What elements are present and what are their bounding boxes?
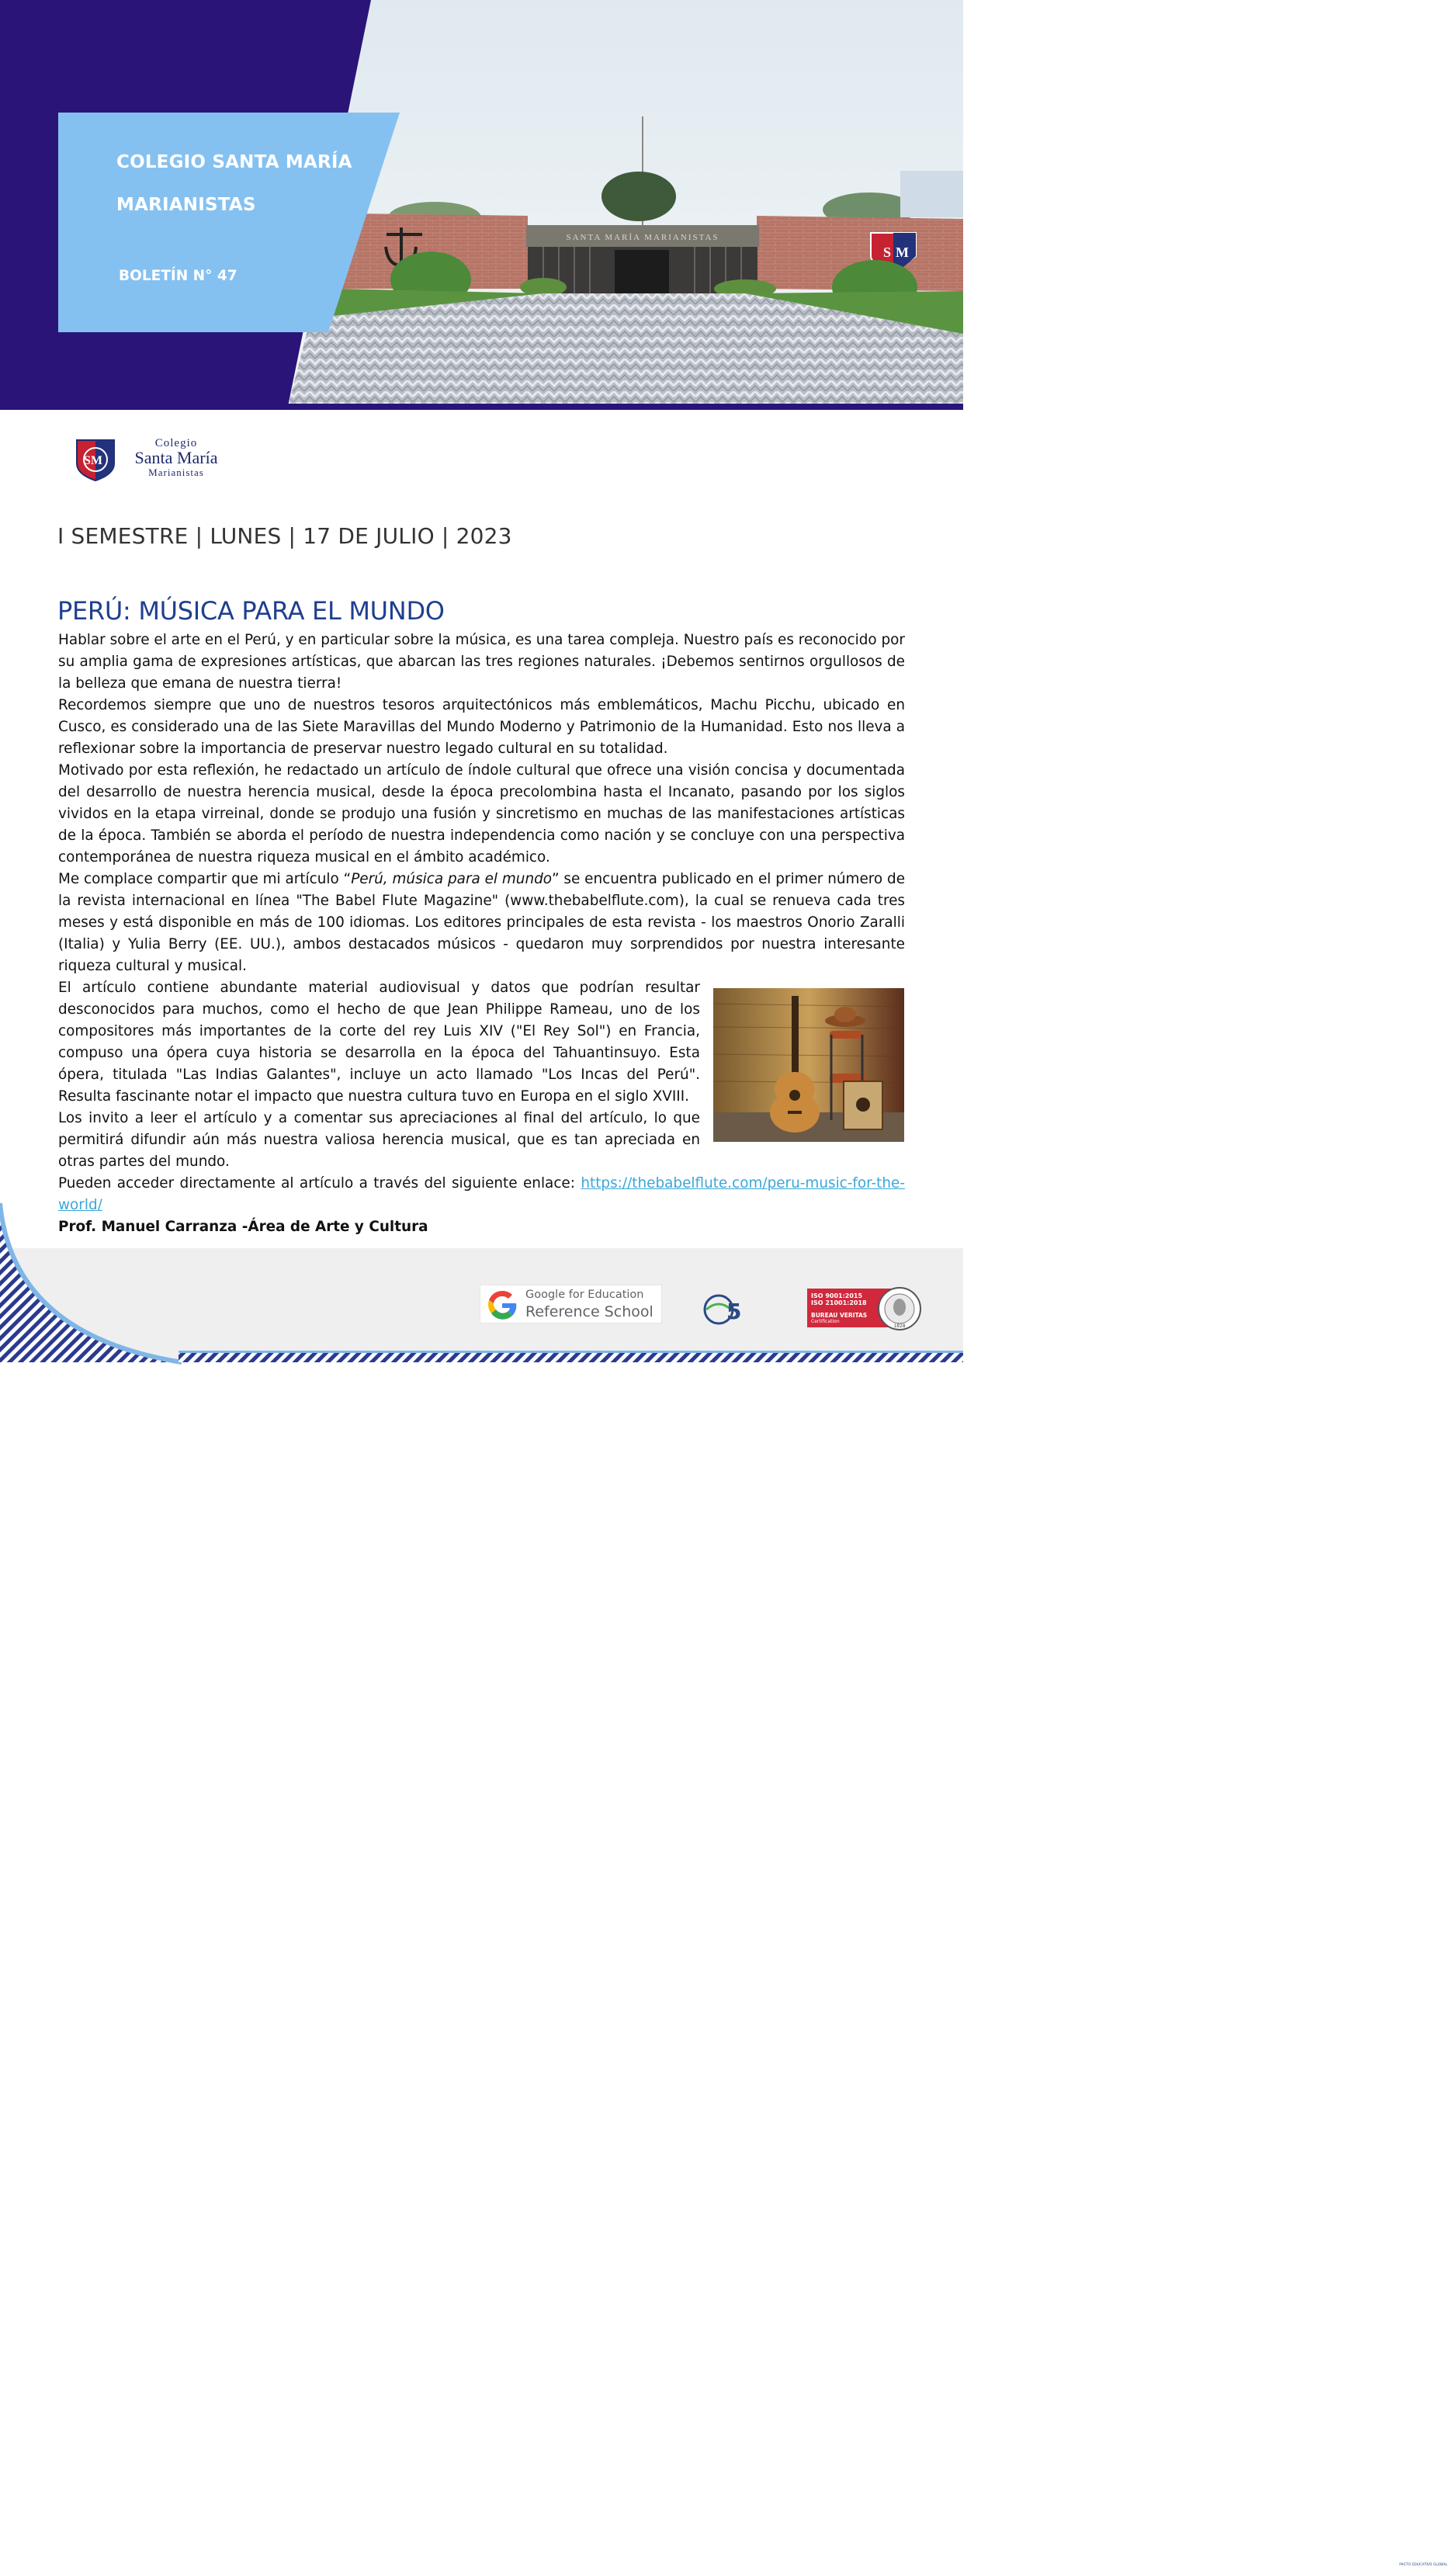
paragraph-3: Motivado por esta reflexión, he redactado un artículo de índole cultural que ofrece una visión concisa y documentada del desarrollo de nuestra herencia musical, desde la época precolombina hasta el Incanato, pasando por los siglos vividos en la etapa virreinal, donde se produjo una fusión y sincretismo en muchas de las manifestaciones artísticas de la época. También se aborda el período de nuestra independencia como nación y se concluye con una perspectiva contemporánea de nuestra riqueza musical en el ámbito académico.	[58, 762, 905, 865]
building-sign: SANTA MARÍA MARIANISTAS	[566, 233, 719, 242]
bureau-veritas-seal-icon	[877, 1286, 922, 1331]
iso-21001-text: ISO 21001:2018	[811, 1299, 867, 1306]
paragraph-4	[58, 869, 905, 977]
header-banner	[0, 0, 963, 410]
article-title: PERÚ: MÚSICA PARA EL MUNDO	[57, 596, 445, 626]
p4-text-after: ” se encuentra publicado en el primer número de la revista internacional en línea "The Babel Flute Magazine" (www.thebabelflute.com), la cual se renueva cada tres meses y está disponible en más de 100 idiomas. Los editores principales de esta revista - los maestros Onorio Zaralli (Italia) y Yulia Berry (EE. UU.), ambos destacados músicos - quedaron muy sorprendidos por nuestra interesante riqueza cultural y musical.	[58, 871, 906, 974]
author-signature: Prof. Manuel Carranza -Área de Arte y Cultura	[58, 1219, 428, 1235]
bv-year: 1828	[893, 1323, 906, 1329]
logo-subtitle-text: Marianistas	[148, 467, 204, 478]
svg-text:5: 5	[726, 1299, 742, 1324]
school-name-line1: COLEGIO SANTA MARÍA	[116, 152, 352, 172]
pacto-caption: PACTO EDUCATIVO GLOBAL	[1399, 2563, 1447, 2567]
article-link[interactable]: https://thebabelflute.com/peru-music-for-the-world/	[58, 1175, 905, 1213]
paragraph-6: Los invito a leer el artículo y a comentar sus apreciaciones al final del artículo, lo que permitirá difundir aún más nuestra valiosa herencia musical, que es tan apreciada en otras partes del mundo.	[58, 1110, 700, 1170]
logo-initials: SM	[84, 454, 102, 467]
school-logo	[75, 437, 231, 487]
paragraph-7	[58, 1173, 905, 1216]
iso-9001-text: ISO 9001:2015	[811, 1292, 863, 1299]
school-name-line2: MARIANISTAS	[116, 195, 256, 215]
google-g-icon	[485, 1288, 519, 1322]
p4-text-before: Me complace compartir que mi artículo “	[58, 871, 352, 887]
link-intro-text: Pueden acceder directamente al artículo a través del siguiente enlace:	[58, 1175, 581, 1192]
paragraph-2: Recordemos siempre que uno de nuestros tesoros arquitectónicos más emblemáticos, Machu Picchu, ubicado en Cusco, es considerado una de las Siete Maravillas del Mundo Moderno y Patrimonio de la Humanidad. Esto nos lleva a reflexionar sobre la importancia de preservar nuestro legado cultural en su totalidad.	[58, 697, 905, 757]
bulletin-number: BOLETÍN N° 47	[119, 268, 237, 284]
shield-logo-icon	[75, 437, 116, 482]
bureau-veritas-text: BUREAU VERITAS	[811, 1312, 868, 1319]
google-for-education-badge	[480, 1285, 662, 1323]
paragraph-5: El artículo contiene abundante material audiovisual y datos que podrían resultar desconocidos para muchos, como el hecho de que Jean Philippe Rameau, uno de los compositores más importantes de la corte del rey Luis XIV ("El Rey Sol") en Francia, compuso una ópera cuya historia se desarrolla en la época del Tahuantinsuyo. Esta ópera, titulada "Las Indias Galantes", incluye un acto llamado "Los Incas del Perú". Resulta fascinante notar el impacto que nuestra cultura tuvo en Europa en el siglo XVIII.	[58, 980, 700, 1105]
article-name-italic: Perú, música para el mundo	[351, 871, 553, 887]
iso-certification-badge	[807, 1286, 927, 1330]
certification-text: Certification	[811, 1319, 840, 1324]
logo-name-text: Santa María	[134, 448, 218, 467]
paragraph-1: Hablar sobre el arte en el Perú, y en particular sobre la música, es una tarea compleja. Nuestro país es reconocido por su amplia gama de expresiones artísticas, que abarcan las tres regiones naturales. ¡Debemos sentirnos orgullosos de la belleza que emana de nuestra tierra!	[58, 632, 905, 692]
google-badge-line2: Reference School	[525, 1303, 653, 1320]
svg-text:S: S	[883, 245, 892, 260]
google-badge-line1: Google for Education	[525, 1289, 644, 1301]
guitar-cajon-photo	[713, 988, 904, 1142]
logo-colegio-text: Colegio	[154, 437, 198, 449]
date-line: I SEMESTRE | LUNES | 17 DE JULIO | 2023	[57, 523, 512, 549]
svg-text:M: M	[896, 245, 909, 260]
